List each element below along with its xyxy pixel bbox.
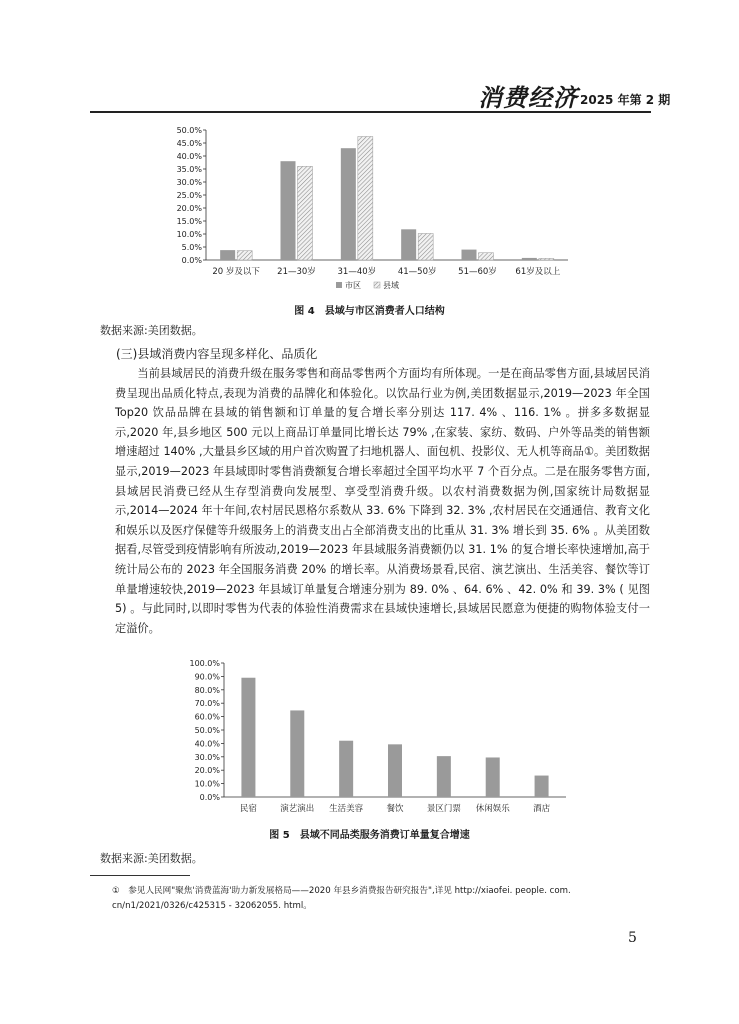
x-tick-label: 休闲娱乐 — [475, 804, 510, 814]
y-tick-label: 90.0% — [194, 672, 220, 682]
bar-county — [418, 233, 433, 260]
bar-county — [237, 251, 252, 260]
x-tick-label: 餐饮 — [386, 804, 404, 814]
section-heading: (三)县域消费内容呈现多样化、品质化 — [116, 347, 318, 361]
y-tick-label: 30.0% — [176, 178, 202, 187]
y-tick-label: 50.0% — [176, 126, 202, 135]
body-paragraph: 当前县域居民的消费升级在服务零售和商品零售两个方面均有所体现。一是在商品零售方面,县域居民消费呈现出品质化特点,表现为消费的品牌化和体验化。以饮品行业为例,美团数据显示,2019—2023 年全国 Top20 饮品品牌在县域的销售额和订单量的复合增长率分别达 117. 4% 、116. 1% 。拼多多数据显示,2020 年,县乡地区 500 元以上商品订单量同比增长达 79% ,在家装、家纺、数码、户外等品类的销售额增速超过 140% ,大量县乡区域的用户首次购置了扫地机器人、面包机、投影仪、无人机等商品①。美团数据显示,2019—2023 年县域即时零售消费额复合增长率超过全国平均水平 7 个百分点。二是在服务零售方面,县域居民消费已经从生存型消费向发展型、享受型消费升级。以农村消费数据为例,国家统计局数据显示,2014—2024 年十年间,农村居民恩格尔系数从 33. 6% 下降到 32. 3% ,农村居民在交通通信、教育文化和娱乐以及医疗保健等升级服务上的消费支出占全部消费支出的比重从 31. 3% 增长到 35. 6% 。从美团数据看,尽管受到疫情影响有所波动,2019—2023 年县域服务消费额仍以 31. 1% 的复合增长率快速增加,高于统计局公布的 2023 年全国服务消费 20% 的增长率。从消费场景看,民宿、演艺演出、生活美容、餐饮等订单量增速较快,2019—2023 年县域订单量复合增速分别为 89. 0% 、64. 6% 、42. 0% 和 39. 3% ( 见图 5) 。与此同时,以即时零售为代表的体验性消费需求在县域快速增长,县域居民愿意为便捷的购物体验支付一定溢价。 — [115, 367, 650, 635]
x-tick-label: 51—60岁 — [458, 267, 497, 277]
bar — [241, 678, 255, 797]
bar-county — [479, 253, 494, 260]
journal-logo: 消费经济 — [478, 83, 578, 112]
footnote: ① 参见人民网"聚焦'消费蓝海'助力新发展格局——2020 年县乡消费报告研究报告",详见 http://xiaofei. people. com. cn/n1/2021/0326/c425315 - 32062055. html。 — [112, 886, 571, 911]
y-tick-label: 10.0% — [194, 779, 220, 789]
legend-label: 市区 — [345, 281, 361, 290]
bar-county — [298, 166, 313, 260]
bar-city — [220, 250, 235, 260]
y-tick-label: 5.0% — [181, 243, 202, 252]
y-tick-label: 100.0% — [189, 659, 220, 668]
bar — [535, 776, 549, 797]
figure-5-source: 数据来源:美团数据。 — [100, 852, 203, 865]
x-tick-label: 61岁及以上 — [515, 267, 561, 277]
y-tick-label: 35.0% — [176, 165, 202, 174]
y-tick-label: 10.0% — [176, 230, 202, 239]
y-tick-label: 40.0% — [176, 152, 202, 161]
bar — [339, 741, 353, 797]
legend-label: 县域 — [383, 281, 399, 290]
y-tick-label: 70.0% — [194, 699, 220, 709]
y-tick-label: 15.0% — [176, 217, 202, 226]
footnote-divider — [90, 875, 190, 876]
header-divider — [90, 111, 651, 113]
bar-city — [281, 161, 296, 260]
figure-4-caption: 图 4 县域与市区消费者人口结构 — [294, 306, 445, 317]
figure-4-chart — [160, 122, 580, 300]
bar-city — [522, 258, 537, 260]
y-tick-label: 30.0% — [194, 752, 220, 762]
y-tick-label: 45.0% — [176, 139, 202, 148]
issue-label: 2025 年第 2 期 — [580, 93, 671, 107]
bar — [437, 756, 451, 797]
y-tick-label: 80.0% — [194, 685, 220, 695]
legend-swatch — [336, 282, 342, 288]
bar-city — [401, 229, 416, 260]
y-tick-label: 25.0% — [176, 191, 202, 200]
y-tick-label: 20.0% — [194, 766, 220, 776]
x-tick-label: 20 岁及以下 — [212, 267, 260, 277]
figure-5-caption: 图 5 县域不同品类服务消费订单量复合增速 — [269, 830, 470, 841]
bar — [486, 757, 500, 797]
figure-4-source: 数据来源:美团数据。 — [100, 324, 203, 337]
x-tick-label: 演艺演出 — [280, 804, 315, 814]
bar-county — [539, 258, 554, 260]
x-tick-label: 41—50岁 — [397, 267, 437, 277]
x-tick-label: 生活美容 — [329, 804, 364, 814]
y-tick-label: 40.0% — [194, 739, 220, 749]
bar-county — [358, 137, 373, 261]
y-tick-label: 0.0% — [181, 256, 202, 265]
figure-5-chart — [182, 655, 572, 823]
y-tick-label: 0.0% — [199, 793, 220, 802]
y-tick-label: 20.0% — [176, 204, 202, 213]
legend-swatch — [374, 282, 380, 288]
page-number: 5 — [628, 930, 637, 946]
x-tick-label: 31—40岁 — [337, 267, 377, 277]
bar-city — [341, 148, 356, 260]
x-tick-label: 酒店 — [533, 804, 551, 814]
x-tick-label: 民宿 — [239, 804, 257, 814]
bar — [290, 710, 304, 797]
y-tick-label: 50.0% — [194, 726, 220, 735]
x-tick-label: 21—30岁 — [277, 267, 316, 277]
x-tick-label: 景区门票 — [426, 804, 461, 814]
bar — [388, 744, 402, 797]
bar-city — [462, 250, 477, 260]
y-tick-label: 60.0% — [194, 712, 220, 722]
